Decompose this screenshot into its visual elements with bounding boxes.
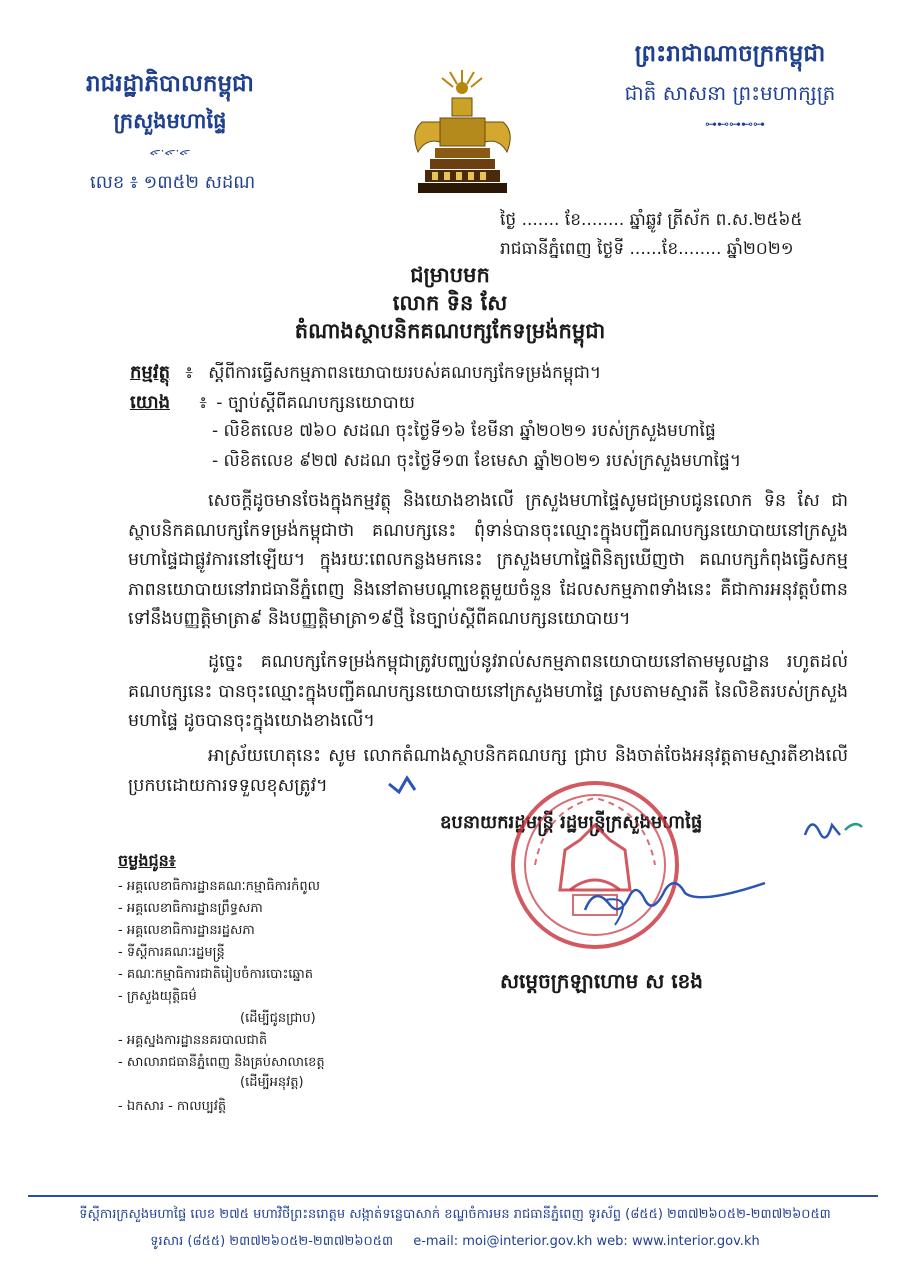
- cc-item: - សាលារាជធានីភ្នំពេញ និងគ្រប់សាលាខេត្ត: [118, 1055, 325, 1070]
- reference-number: លេខ ៖ ១៣៥២ សដណ: [90, 172, 256, 193]
- body-paragraph-1: សេចក្ដីដូចមានចែងក្នុងកម្មវត្ថុ និងយោងខាងលើ ក្រសួងមហាផ្ទៃសូមជម្រាបជូនលោក ទិន សែ ជាស្ថាបនិកគណបក្សកែទម្រង់កម្ពុជាថា គណបក្សនេះ ពុំទាន់បានចុះឈ្មោះក្នុងបញ្ជីគណបក្សនយោបាយនៅក្រសួងមហាផ្ទៃជាផ្លូវការនៅឡើយ។ ក្នុងរយៈពេលកន្លងមកនេះ ក្រសួងមហាផ្ទៃពិនិត្យឃើញថា គណបក្សកំពុងធ្វើសកម្មភាពនយោបាយនៅរាជធានីភ្នំពេញ និងនៅតាមបណ្ដាខេត្តមួយចំនួន ដែលសកម្មភាពទាំងនេះ គឺជាការអនុវត្តបំពានទៅនឹងបញ្ញត្តិមាត្រា៩ និងបញ្ញត្តិមាត្រា១៩ថ្មី នៃច្បាប់ស្ដីពីគណបក្សនយោបាយ។: [128, 491, 848, 629]
- reference-item: - លិខិតលេខ ៩២៧ សដណ ចុះថ្ងៃទី១៣ ខែមេសា ឆ្នាំ២០២១ របស់ក្រសួងមហាផ្ទៃ។: [212, 451, 742, 471]
- cc-item: - អគ្គលេខាធិការដ្ឋានព្រឹទ្ធសភា: [118, 901, 263, 916]
- cc-item: - ក្រសួងយុត្តិធម៌: [118, 989, 197, 1004]
- ministry-government-title: រាជរដ្ឋាភិបាលកម្ពុជា: [86, 71, 254, 97]
- footer-address: ទីស្ដីការក្រសួងមហាផ្ទៃ លេខ ២៧៥ មហាវិថីព្រះនរោត្តម សង្កាត់ទន្លេបាសាក់ ខណ្ឌចំការមន រាជធានីភ្នំពេញ ទូរស័ព្ទ (៨៥៥) ២៣៧២៦០៥២-២៣៧២៦០៥៣: [79, 1207, 831, 1222]
- cc-item: - ទីស្ដីការគណៈរដ្ឋមន្ត្រី: [118, 945, 225, 960]
- recipient-title: តំណាងស្ថាបនិកគណបក្សកែទម្រង់កម្ពុជា: [294, 319, 606, 343]
- reference-item: - ច្បាប់ស្ដីពីគណបក្សនយោបាយ: [216, 393, 415, 413]
- signatory-name: សម្ដេចក្រឡាហោម ស ខេង: [500, 969, 703, 993]
- cc-item: - គណៈកម្មាធិការជាតិរៀបចំការបោះឆ្នោត: [118, 967, 314, 982]
- initials-icon: [800, 805, 870, 850]
- reference-label: យោង: [130, 392, 170, 413]
- reference-item: - លិខិតលេខ ៧៦០ សដណ ចុះថ្ងៃទី១៦ ខែមីនា ឆ្នាំ២០២១ របស់ក្រសួងមហាផ្ទៃ: [212, 421, 716, 441]
- cc-item: - អគ្គស្នងការដ្ឋាននគរបាលជាតិ: [118, 1033, 268, 1048]
- handwritten-signature-icon: [575, 855, 785, 935]
- footer-divider: [28, 1195, 878, 1197]
- subject-text: ស្ដីពីការធ្វើសកម្មភាពនយោបាយរបស់គណបក្សកែទម្រង់កម្ពុជា។: [208, 363, 602, 383]
- footer-email-web: e-mail: moi@interior.gov.kh web: www.interior.gov.kh: [413, 1234, 760, 1249]
- greeting: ជម្រាបមក: [410, 263, 490, 287]
- cc-item: - អគ្គលេខាធិការដ្ឋានរដ្ឋសភា: [118, 923, 255, 938]
- footer-fax: ទូរសារ (៨៥៥) ២៣៧២៦០៥២-២៣៧២៦០៥៣: [150, 1234, 394, 1249]
- kingdom-title: ព្រះរាជាណាចក្រកម្ពុជា: [634, 41, 826, 67]
- subject-label: កម្មវត្ថុ: [130, 362, 170, 383]
- royal-emblem-icon: [400, 62, 525, 202]
- reference-row: [130, 390, 415, 417]
- national-motto: ជាតិ សាសនា ព្រះមហាក្សត្រ: [624, 81, 836, 105]
- right-ornament-icon: ⊶⊷⊶⊷⊶: [705, 117, 765, 131]
- initials-mark-icon: [385, 770, 425, 800]
- solar-date: រាជធានីភ្នំពេញ ថ្ងៃទី ......ខែ........ ឆ្នាំ២០២១: [500, 239, 794, 259]
- cc-note-implement: (ដើម្បីអនុវត្ត): [240, 1075, 304, 1090]
- cc-item: - ឯកសារ - កាលប្បវត្តិ: [118, 1099, 227, 1114]
- cc-item: - អគ្គលេខាធិការដ្ឋានគណៈកម្មាធិការកំពូល: [118, 879, 320, 894]
- subject-separator: ៖: [185, 363, 193, 383]
- left-ornament-icon: ᯠ·ᯠ·ᯠ: [149, 144, 191, 158]
- signatory-title: ឧបនាយករដ្ឋមន្ត្រី រដ្ឋមន្ត្រីក្រសួងមហាផ្ទៃ: [440, 812, 703, 833]
- cc-note-inform: (ដើម្បីជូនជ្រាប): [240, 1011, 316, 1026]
- body-paragraph-2: ដូច្នេះ គណបក្សកែទម្រង់កម្ពុជាត្រូវបញ្ឈប់នូវរាល់សកម្មភាពនយោបាយនៅតាមមូលដ្ឋាន រហូតដល់គណបក្សនេះ បានចុះឈ្មោះក្នុងបញ្ជីគណបក្សនយោបាយនៅក្រសួងមហាផ្ទៃ ស្របតាមស្មារតី នៃលិខិតរបស់ក្រសួងមហាផ្ទៃ ដូចបានចុះក្នុងយោងខាងលើ។: [128, 652, 848, 731]
- subject-row: [130, 360, 601, 387]
- footer-contact: [40, 1233, 870, 1252]
- reference-separator: ៖: [199, 393, 207, 413]
- cc-title: ចម្លងជូន៖: [118, 851, 176, 870]
- ministry-name: ក្រសួងមហាផ្ទៃ: [113, 109, 227, 133]
- body-paragraph-3: អាស្រ័យហេតុនេះ សូម លោកតំណាងស្ថាបនិកគណបក្ស ជ្រាប និងចាត់ចែងអនុវត្តតាមស្មារតីខាងលើប្រកបដោយការទទួលខុសត្រូវ។: [128, 746, 848, 796]
- lunar-date: ថ្ងៃ ....... ខែ........ ឆ្នាំឆ្លូវ ត្រីស័ក ព.ស.២៥៦៥: [500, 210, 803, 230]
- recipient-name: លោក ទិន សែ: [392, 291, 508, 315]
